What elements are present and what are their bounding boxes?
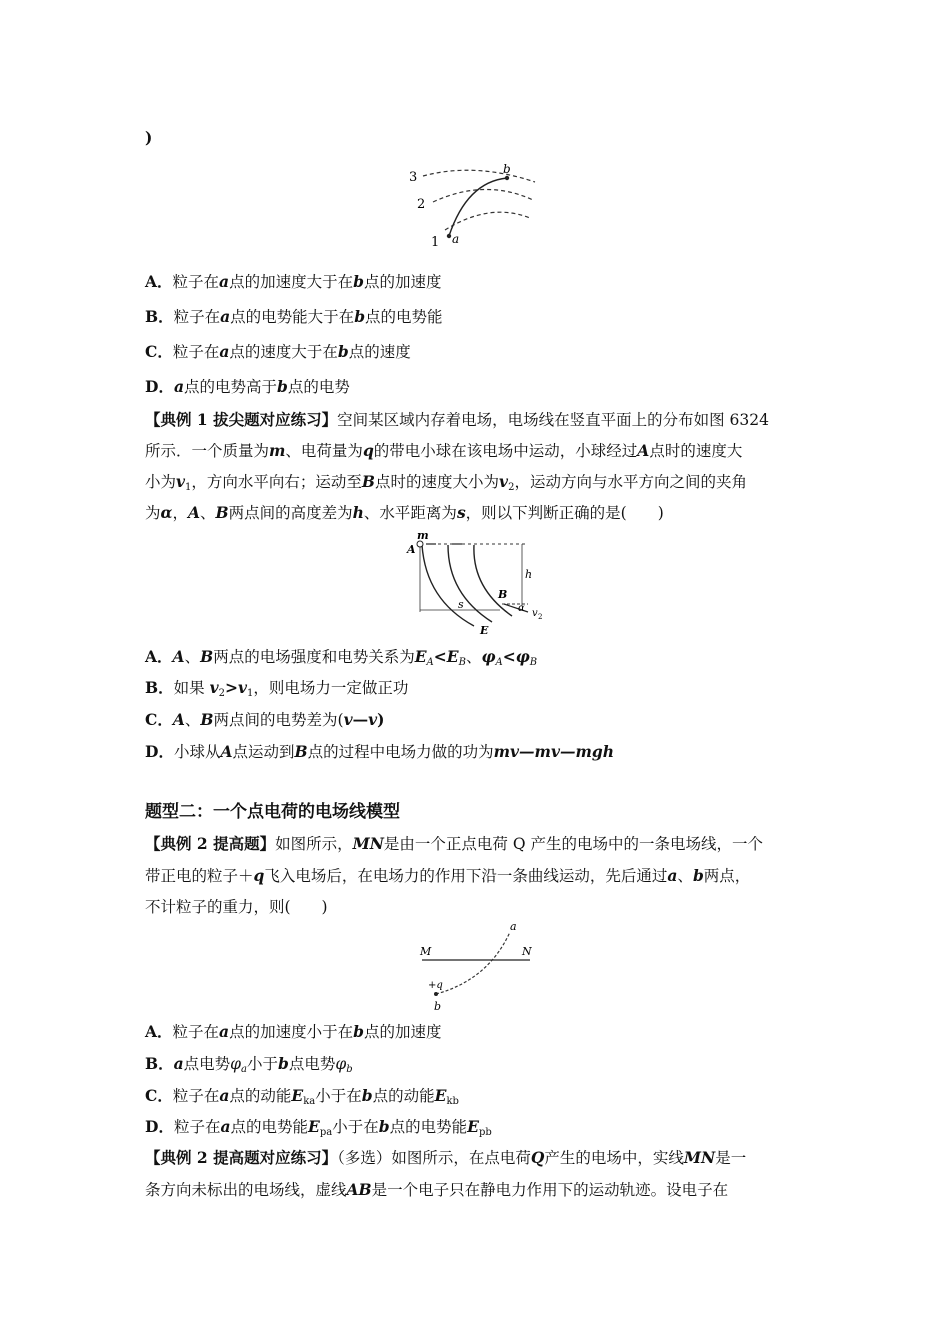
label-v: v — [532, 608, 538, 619]
label-b: b — [434, 1000, 442, 1013]
text: 点的电势高于 — [184, 378, 278, 396]
q1-option-d[interactable] — [145, 377, 350, 397]
label-a: a — [510, 920, 517, 933]
ex1-line-1 — [145, 410, 769, 430]
q3-option-d[interactable]: D．粒子在a点的电势能$E_{pa}$小于在b点的电势能$E_{pb}$ — [145, 1117, 492, 1138]
q1-option-c[interactable] — [145, 342, 411, 362]
text: 粒子在 — [173, 308, 221, 326]
trajectory — [449, 178, 507, 236]
option-letter: A． — [145, 272, 173, 291]
var: a — [173, 377, 184, 396]
label-h: h — [525, 568, 533, 581]
figure-field-lines-2 — [400, 528, 550, 640]
q3-option-c[interactable]: C．粒子在a点的动能$E_{ka}$小于在b点的动能$E_{kb}$ — [145, 1086, 459, 1107]
q2-option-b[interactable]: B．如果 $v_2>v_1$，则电场力一定做正功 — [145, 678, 409, 699]
option-letter: C． — [145, 342, 173, 361]
text: 粒子在 — [172, 343, 220, 361]
ex2-line-1: 【典例 2 提高题】如图所示，MN是由一个正点电荷 Q 产生的电场中的一条电场线，一个 — [145, 834, 763, 853]
field-line-2 — [433, 189, 533, 202]
dangling-paren: ) — [145, 128, 153, 147]
label-alpha: α — [518, 603, 525, 614]
label-q: +q — [428, 980, 443, 991]
label-E: E — [480, 624, 489, 637]
label-1: 1 — [431, 235, 440, 250]
text: 点的电势 — [287, 378, 350, 396]
label-M: M — [420, 945, 432, 958]
label-B: B — [498, 588, 508, 601]
label-A: A — [407, 543, 416, 556]
label-N: N — [522, 945, 532, 958]
trajectory — [436, 932, 510, 994]
figure-field-lines-1 — [405, 160, 545, 252]
q3-option-b[interactable]: B．a点电势$\varphi_a$小于b点电势$\varphi_b$ — [145, 1054, 353, 1075]
text: 点的电势能大于在 — [230, 308, 355, 326]
option-letter: B． — [145, 307, 174, 326]
point-b — [505, 176, 509, 180]
figure-point-charge — [410, 918, 550, 1016]
ex2-line-3: 不计粒子的重力，则( ) — [145, 898, 328, 916]
var: a — [219, 342, 230, 361]
label-b: b — [503, 162, 511, 176]
ex2-line-2: 带正电的粒子＋q飞入电场后，在电场力的作用下沿一条曲线运动，先后通过a、b两点， — [145, 866, 751, 885]
field-line-3 — [423, 170, 535, 182]
ex1-line-3: 小为$v_1$，方向水平向右；运动至B点时的速度大小为$v_2$，运动方向与水平方向之间的夹角 — [145, 472, 747, 493]
var: a — [220, 307, 231, 326]
q1-option-b[interactable] — [145, 307, 443, 327]
var: b — [353, 272, 364, 291]
var: b — [354, 307, 366, 326]
point-b — [434, 992, 438, 996]
field-line-2 — [448, 545, 492, 622]
label-m: m — [417, 529, 429, 542]
q1-option-a[interactable] — [145, 272, 441, 292]
q2-option-c[interactable]: C．A、B两点间的电势差为(v—v) — [145, 710, 385, 729]
ex1-line-4: 为α，A、B两点间的高度差为h、水平距离为s，则以下判断正确的是( ) — [145, 503, 664, 522]
q2-option-a[interactable]: A．A、B两点的电场强度和电势关系为$E_A<E_B$、$\varphi_A<\varphi_B$ — [145, 647, 538, 668]
ex3-line-2: 条方向未标出的电场线，虚线AB是一个电子只在静电力作用下的运动轨迹。设电子在 — [145, 1180, 729, 1199]
label-2: 2 — [417, 197, 426, 212]
option-letter: D． — [145, 377, 174, 396]
q3-option-a[interactable]: A．粒子在a点的加速度小于在b点的加速度 — [145, 1022, 442, 1041]
text: 点的加速度 — [363, 273, 442, 291]
example-tag: 【典例 1 拔尖题对应练习】 — [145, 410, 338, 429]
var: a — [219, 272, 230, 291]
var: b — [337, 342, 349, 361]
text: 点的电势能 — [365, 308, 443, 326]
label-v-sub: 2 — [538, 613, 543, 621]
var: b — [277, 377, 288, 396]
section-heading: 题型二：一个点电荷的电场线模型 — [145, 802, 400, 822]
field-line-1 — [422, 545, 474, 626]
ex3-line-1: 【典例 2 提高题对应练习】（多选）如图所示，在点电荷Q产生的电场中，实线MN是一 — [145, 1148, 747, 1167]
q2-option-d[interactable]: D．小球从A点运动到B点的过程中电场力做的功为mv—mv—mgh — [145, 742, 614, 761]
text: 点的速度大于在 — [229, 343, 338, 361]
label-s: s — [458, 598, 464, 611]
label-a: a — [452, 232, 460, 246]
ex1-line-2: 所示．一个质量为m、电荷量为q的带电小球在该电场中运动，小球经过A点时的速度大 — [145, 441, 743, 460]
text: 点的速度 — [348, 343, 411, 361]
text: 点的加速度大于在 — [229, 273, 354, 291]
text: 空间某区域内存着电场，电场线在竖直平面上的分布如图 6324 — [337, 411, 769, 429]
text: 粒子在 — [172, 273, 220, 291]
point-a — [447, 234, 451, 238]
label-3: 3 — [409, 170, 418, 185]
